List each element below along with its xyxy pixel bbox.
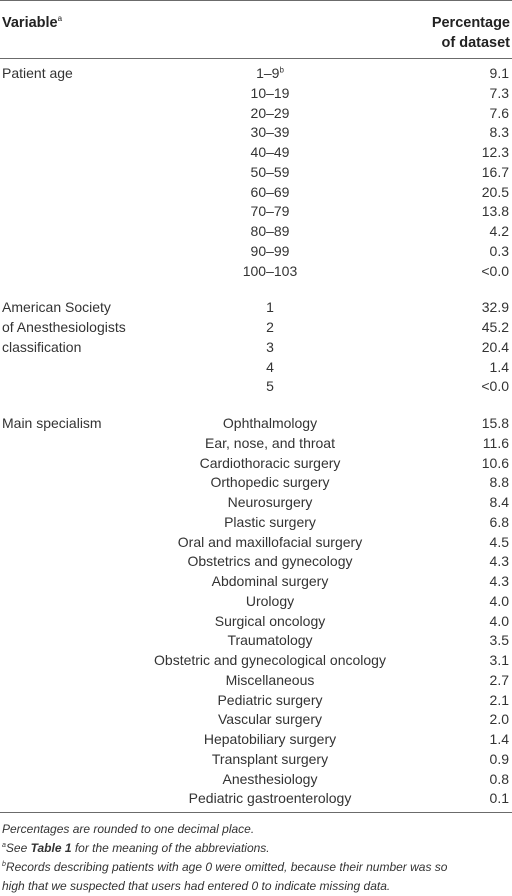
- value-cell: 4.3: [489, 573, 509, 589]
- table-row: [0, 434, 512, 454]
- value-cell: 8.4: [489, 494, 509, 510]
- table-row: [0, 64, 512, 84]
- value-cell: <0.0: [481, 262, 509, 279]
- value-cell: 3.5: [489, 632, 509, 649]
- value-cell: 4.2: [489, 223, 509, 239]
- table-row: [0, 318, 512, 338]
- table-row: [0, 691, 512, 711]
- category-cell: 70–79: [250, 203, 290, 220]
- category-cell: Vascular surgery: [217, 711, 322, 728]
- group-asa-classification: [0, 298, 512, 397]
- table-bottom-rule: [0, 812, 512, 813]
- category-cell: Neurosurgery: [227, 494, 313, 510]
- value-cell: 0.1: [489, 790, 509, 807]
- value-cell: 2.0: [489, 711, 509, 728]
- category-cell: Ophthalmology: [222, 415, 318, 431]
- column-header-percentage-line2: of dataset: [441, 35, 510, 51]
- value-cell: <0.0: [481, 378, 509, 395]
- category-cell: Pediatric gastroenterology: [188, 790, 352, 807]
- footnote-rounding: Percentages are rounded to one decimal place.: [2, 822, 255, 836]
- category-cell: Transplant surgery: [211, 750, 329, 767]
- value-cell: 13.8: [481, 203, 509, 220]
- table-row: [0, 377, 512, 397]
- table-row: [0, 770, 512, 790]
- table-row: [0, 143, 512, 163]
- table-row: [0, 750, 512, 770]
- category-cell: Plastic surgery: [224, 513, 316, 530]
- category-cell: Traumatology: [227, 632, 313, 649]
- value-cell: 1.4: [489, 731, 509, 747]
- value-cell: 45.2: [481, 319, 509, 335]
- category-cell: 50–59: [250, 163, 290, 180]
- table-row: [0, 298, 512, 318]
- category-cell: 5: [266, 378, 274, 395]
- footnote-a: $^a$See Table 1 for the meaning of the abbreviations.: [2, 841, 270, 855]
- table-row: [0, 202, 512, 222]
- variable-label-line: American Society: [2, 299, 111, 316]
- category-cell: Cardiothoracic surgery: [199, 454, 341, 471]
- table-row: [0, 183, 512, 203]
- category-cell: Hepatobiliary surgery: [203, 731, 337, 747]
- category-cell: Ear, nose, and throat: [205, 434, 335, 451]
- table-row: [0, 493, 512, 513]
- table-row: [0, 533, 512, 553]
- table-row: [0, 414, 512, 434]
- value-cell: 16.7: [481, 163, 509, 180]
- value-cell: 4.3: [489, 553, 509, 570]
- table-1-reference: Table 1: [30, 841, 72, 855]
- footnote-b: $^b$Records describing patients with age 0 were omitted, because their number was so: [2, 860, 448, 874]
- table-row: [0, 651, 512, 671]
- value-cell: 7.3: [489, 84, 509, 101]
- value-cell: 4.5: [489, 533, 509, 550]
- table-row: [0, 84, 512, 104]
- table-row: [0, 454, 512, 474]
- table-row: [0, 612, 512, 632]
- table-row: [0, 789, 512, 809]
- category-cell: Obstetric and gynecological oncology: [154, 652, 386, 668]
- table-row: [0, 631, 512, 651]
- category-cell: Pediatric surgery: [217, 691, 323, 708]
- value-cell: 20.4: [481, 338, 509, 355]
- column-header-percentage: [432, 13, 510, 53]
- table-row: [0, 572, 512, 592]
- category-cell: 1: [266, 299, 274, 316]
- category-cell: Oral and maxillofacial surgery: [177, 533, 363, 550]
- category-cell: Anesthesiology: [222, 770, 318, 787]
- variable-label-line: classification: [2, 338, 82, 355]
- value-cell: 11.6: [482, 434, 509, 451]
- category-cell: 80–89: [250, 223, 290, 239]
- value-cell: 10.6: [481, 454, 509, 471]
- value-cell: 1.4: [489, 358, 509, 375]
- variable-label: Patient age: [2, 65, 73, 81]
- footnote-marker-a: a: [2, 842, 6, 849]
- column-header-variable-text: Variable: [2, 15, 58, 31]
- category-cell: 40–49: [250, 144, 290, 160]
- category-cell: Abdominal surgery: [211, 573, 329, 589]
- column-header-percentage-line1: Percentage: [431, 15, 510, 31]
- table-row: [0, 710, 512, 730]
- category-cell: 20–29: [250, 104, 290, 121]
- table-row: [0, 513, 512, 533]
- value-cell: 32.9: [481, 299, 509, 316]
- value-cell: 4.0: [489, 592, 509, 609]
- value-cell: 8.8: [489, 474, 509, 491]
- table-row: [0, 222, 512, 242]
- table-row: [0, 730, 512, 750]
- table-row: [0, 552, 512, 572]
- category-cell: Urology: [245, 592, 295, 609]
- value-cell: 3.1: [489, 652, 509, 668]
- group-main-specialism: [0, 414, 512, 809]
- category-cell: 4: [266, 358, 274, 375]
- category-cell: 30–39: [250, 124, 290, 141]
- category-cell: Surgical oncology: [214, 612, 326, 629]
- table-row: [0, 592, 512, 612]
- category-cell: 90–99: [250, 242, 290, 259]
- group-patient-age: [0, 64, 512, 281]
- value-cell: 2.1: [489, 691, 509, 708]
- category-cell: 100–103: [242, 262, 298, 279]
- value-cell: 0.3: [489, 242, 509, 259]
- footnote-b-continued: high that we suspected that users had entered 0 to indicate missing data.: [2, 879, 391, 893]
- variable-label: Main specialism: [2, 415, 102, 431]
- table-row: [0, 358, 512, 378]
- category-cell: 1–9$^b$: [256, 65, 284, 81]
- value-cell: 12.3: [481, 144, 509, 160]
- value-cell: 20.5: [481, 183, 509, 200]
- value-cell: 6.8: [489, 513, 509, 530]
- category-cell: Obstetrics and gynecology: [187, 553, 353, 570]
- column-header-variable: [2, 13, 62, 33]
- table-row: [0, 123, 512, 143]
- value-cell: 4.0: [489, 612, 509, 629]
- table-top-rule: [0, 0, 512, 1]
- category-cell: 10–19: [250, 84, 290, 101]
- category-cell: 2: [266, 319, 274, 335]
- table-header-rule: [0, 58, 512, 59]
- table-row: [0, 473, 512, 493]
- value-cell: 15.8: [481, 415, 509, 431]
- category-cell: 3: [266, 338, 274, 355]
- table-row: [0, 262, 512, 282]
- category-cell: Orthopedic surgery: [210, 474, 330, 491]
- variable-label-line: of Anesthesiologists: [2, 319, 126, 335]
- table-row: [0, 671, 512, 691]
- footnote-marker-a: a: [57, 14, 63, 24]
- table-row: [0, 163, 512, 183]
- value-cell: 2.7: [489, 671, 509, 688]
- table-row: [0, 338, 512, 358]
- value-cell: 8.3: [489, 124, 509, 141]
- table-body: [0, 64, 512, 809]
- table-row: [0, 104, 512, 124]
- footnote-marker-b: b: [279, 65, 284, 75]
- table-row: [0, 242, 512, 262]
- value-cell: 0.9: [489, 750, 509, 767]
- footnote-marker-b: b: [2, 861, 6, 868]
- category-cell: 60–69: [250, 183, 290, 200]
- value-cell: 0.8: [489, 770, 509, 787]
- value-cell: 9.1: [489, 65, 509, 81]
- value-cell: 7.6: [489, 104, 509, 121]
- table-footnotes: [2, 820, 510, 896]
- category-cell: Miscellaneous: [225, 671, 315, 688]
